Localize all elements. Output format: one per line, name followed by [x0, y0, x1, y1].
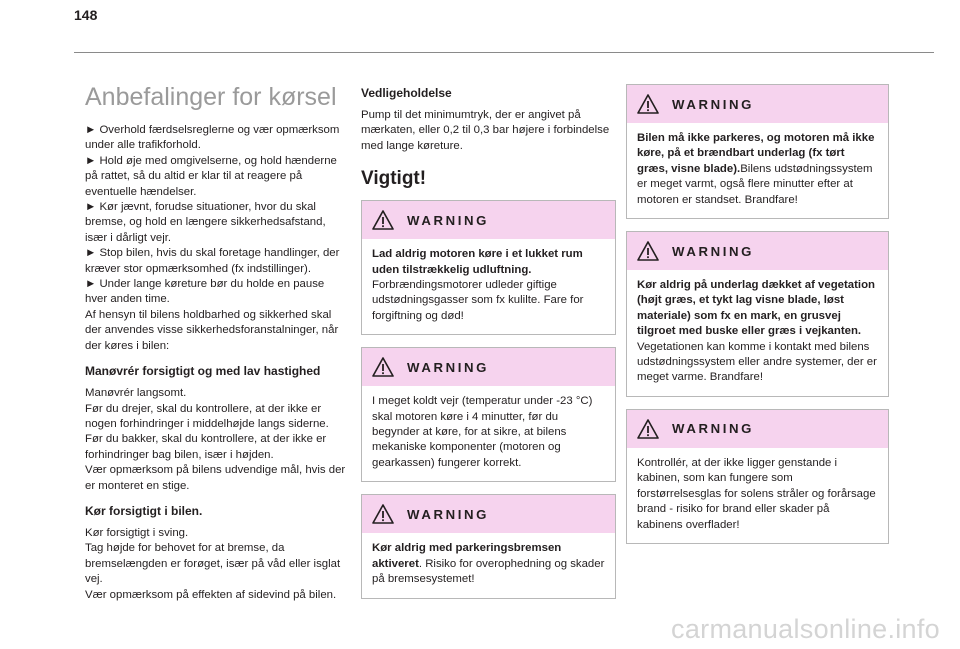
- warning-triangle-icon: [637, 241, 659, 261]
- warning-box: [626, 84, 889, 219]
- maintenance-text: Pump til det minimumtryk, der er angivet på mærkaten, eller 0,2 til 0,3 bar højere i forbindelse med lange køreture.: [361, 109, 610, 152]
- intro-text: [85, 123, 347, 354]
- drive-line: Tag højde for behovet for at bremse, da bremselængden er forøget, især på våd eller isglat vej.: [85, 542, 341, 586]
- warning-bold-text: Kør aldrig med parkeringsbremsen aktiveret: [372, 542, 562, 570]
- header-rule: [74, 52, 934, 53]
- warning-text: Forbrændingsmotorer udleder giftige udstødningsgasser som fx kulilte. Fare for forgiftning og død!: [372, 279, 584, 322]
- warning-triangle-icon: [637, 419, 659, 439]
- warning-box: [626, 409, 889, 544]
- warning-text: Vegetationen kan komme i kontakt med bilens udstødningssystem eller andre systemer, der er meget varme. Brandfare!: [637, 340, 877, 384]
- column-warnings: [626, 80, 889, 556]
- warning-title: WARNING: [407, 359, 489, 375]
- intro-line: ► Kør jævnt, forudse situationer, hvor du skal bremse, og hold en længere sikkerhedsafstand, især i dårligt vejr.: [85, 201, 326, 244]
- important-title: Vigtigt!: [361, 168, 427, 190]
- drive-line: Kør forsigtigt i sving.: [85, 526, 189, 539]
- intro-line: ► Overhold færdselsreglerne og vær opmærksom under alle trafikforhold.: [85, 124, 340, 152]
- warning-header: [627, 85, 888, 123]
- drive-line: Vær opmærksom på effekten af sidevind på bilen.: [85, 588, 337, 601]
- warning-header: [627, 232, 888, 270]
- maneuver-line: Før du drejer, skal du kontrollere, at der ikke er nogen forhindringer i middelhøjde langs siderne.: [85, 402, 329, 430]
- intro-line: ► Stop bilen, hvis du skal foretage handlinger, der kræver stor opmærksomhed (fx indstillinger).: [85, 247, 340, 275]
- column-maintenance: [361, 80, 616, 611]
- warning-header: [362, 495, 615, 533]
- intro-line: ► Under lange køreture bør du holde en pause hver anden time.: [85, 278, 325, 306]
- warning-bold-text: Lad aldrig motoren køre i et lukket rum uden tilstrækkelig udluftning.: [372, 248, 583, 276]
- warning-text: Kontrollér, at der ikke ligger genstande i kabinen, som kan fungere som forstørrelsesglas for solens stråler og forårsage brand - risiko for brand eller skader på kabinens overflader!: [637, 456, 876, 531]
- warning-title: WARNING: [672, 243, 754, 259]
- warning-bold-text: Bilen må ikke parkeres, og motoren må ikke køre, på et brændbart underlag (fx tørt græs, visne blade).: [637, 132, 875, 175]
- warning-title: WARNING: [672, 96, 754, 112]
- column-driving-recommendations: [85, 80, 347, 609]
- warning-triangle-icon: [372, 357, 394, 377]
- intro-line: Af hensyn til bilens holdbarhed og sikkerhed skal der anvendes visse sikkerhedsforanstalninger, når der køres i bilen:: [85, 308, 339, 352]
- warning-body: [627, 448, 888, 543]
- warning-title: WARNING: [672, 421, 754, 437]
- warning-header: [362, 201, 615, 239]
- warning-triangle-icon: [372, 504, 394, 524]
- warning-body: [362, 239, 615, 334]
- warning-bold-text: Kør aldrig på underlag dækket af vegetation (højt græs, et tykt lag visne blade, løst materiale) som fx en mark, en grusvej tilgroet med buske eller græs i vejkanten.: [637, 279, 875, 338]
- warning-body: [362, 533, 615, 597]
- drive-carefully-text: [85, 526, 347, 603]
- warning-box: [626, 231, 889, 397]
- warning-title: WARNING: [407, 212, 489, 228]
- warning-triangle-icon: [372, 210, 394, 230]
- maneuver-line: Manøvrér langsomt.: [85, 387, 187, 400]
- maneuver-text: [85, 386, 347, 494]
- maintenance-title: Vedligeholdelse: [361, 86, 452, 100]
- warning-text: Bilens udstødningssystem er meget varmt, også flere minutter efter at motoren er standset. Brandfare!: [637, 162, 873, 206]
- subsection-title-drive-carefully: Kør forsigtigt i bilen.: [85, 503, 203, 518]
- watermark: carmanualsonline.info: [671, 614, 940, 644]
- maneuver-line: Vær opmærksom på bilens udvendige mål, hvis der er monteret en stige.: [85, 464, 346, 492]
- maneuver-line: Før du bakker, skal du kontrollere, at der ikke er forhindringer bag bilen, især i højden.: [85, 433, 327, 461]
- warning-body: [362, 386, 615, 481]
- subsection-title-maneuver: Manøvrér forsigtigt og med lav hastighed: [85, 364, 321, 379]
- warning-text: I meget koldt vejr (temperatur under -23 °C) skal motoren køre i 4 minutter, før du begynder at køre, for at sikre, at bilens mekaniske komponenter (motoren og gearkassen) fungerer korrekt.: [372, 395, 593, 469]
- section-title: Anbefalinger for kørsel: [85, 83, 337, 111]
- warning-box: [361, 494, 616, 598]
- warning-header: [362, 348, 615, 386]
- warning-triangle-icon: [637, 94, 659, 114]
- warning-box: [361, 347, 616, 482]
- intro-line: ► Hold øje med omgivelserne, og hold hænderne på rattet, så du altid er klar til at reagere på eventuelle hændelser.: [85, 154, 337, 198]
- page-number: 148: [74, 7, 98, 23]
- warning-body: [627, 270, 888, 396]
- warning-text: . Risiko for overophedning og skader på bremsesystemet!: [372, 557, 605, 586]
- warning-header: [627, 410, 888, 448]
- warning-body: [627, 123, 888, 218]
- warning-box: [361, 200, 616, 335]
- warning-title: WARNING: [407, 506, 489, 522]
